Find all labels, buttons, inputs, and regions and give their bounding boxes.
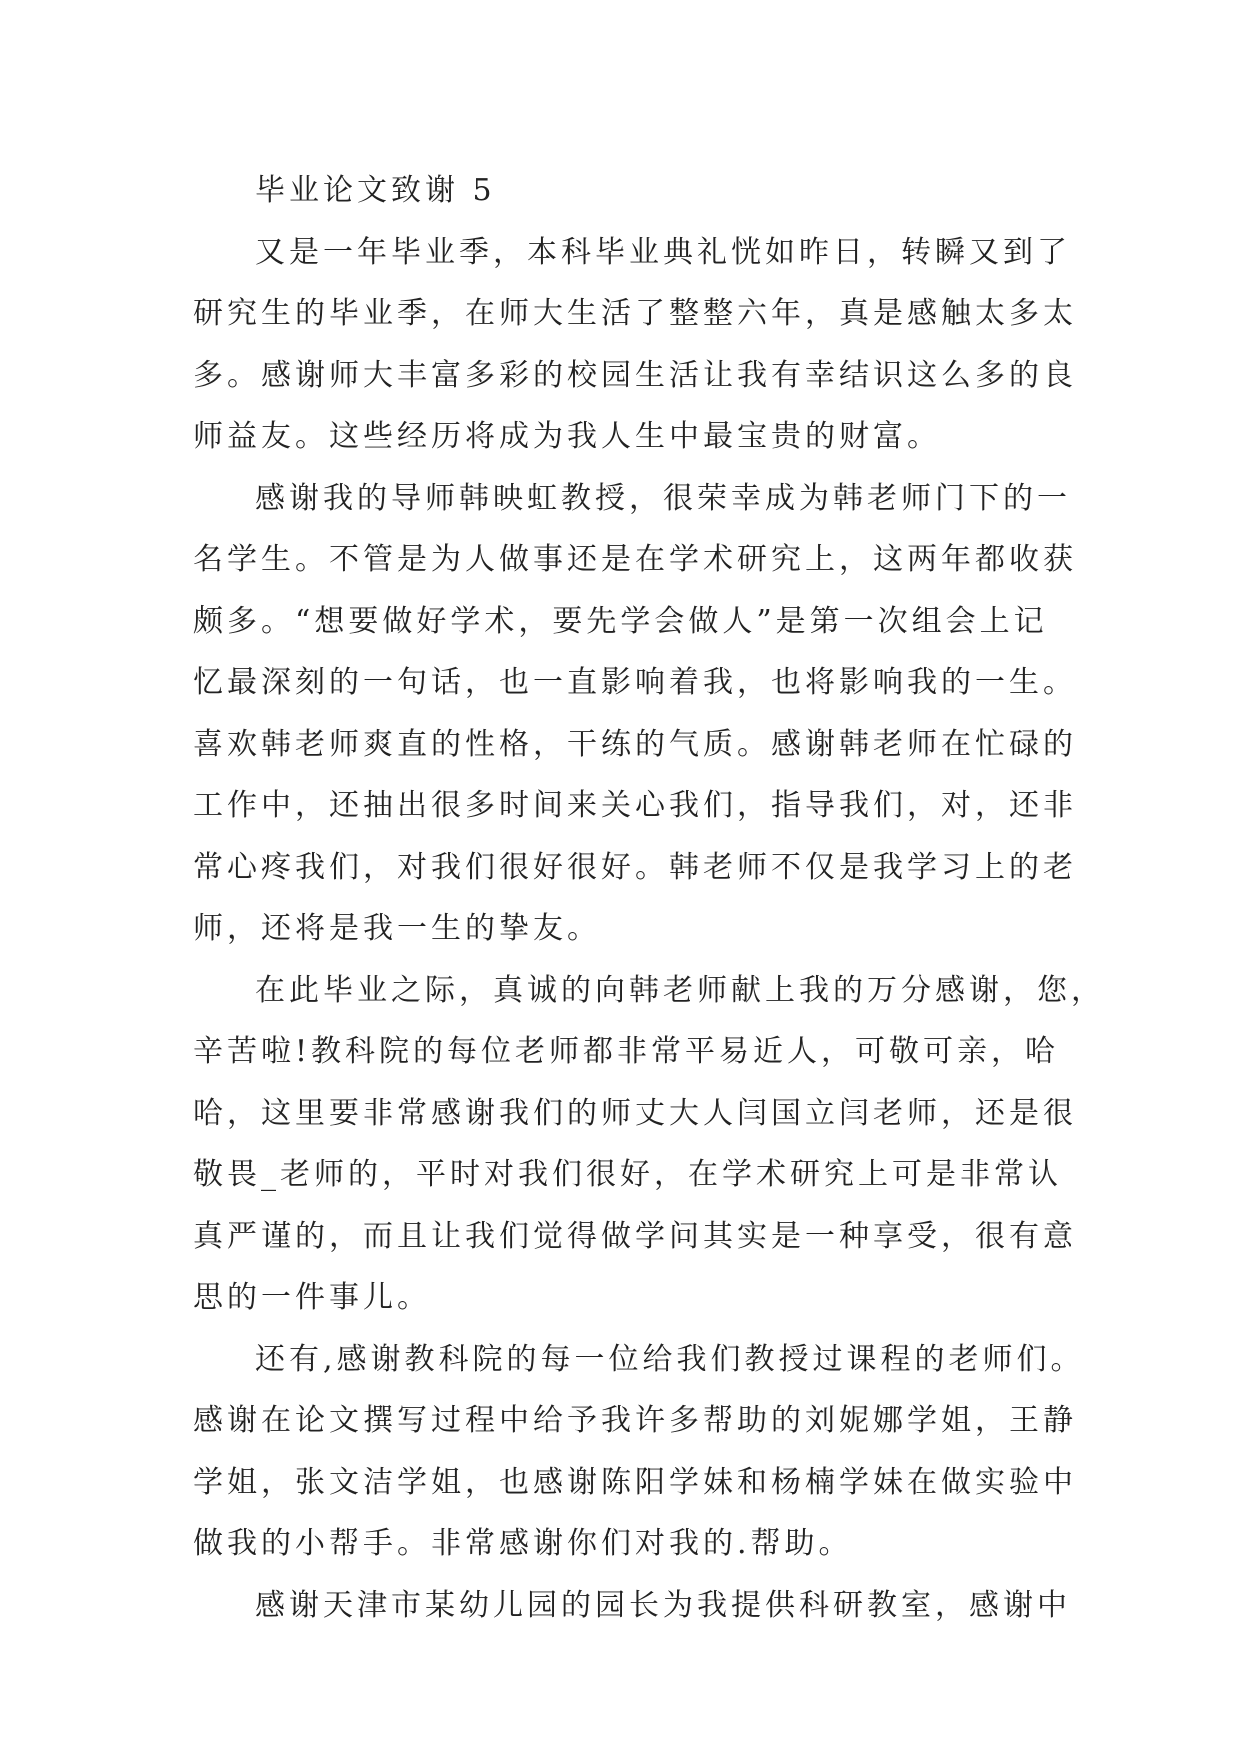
text-line: 感谢天津市某幼儿园的园长为我提供科研教室，感谢中 — [255, 1587, 1071, 1623]
text-line: 哈，这里要非常感谢我们的师丈大人闫国立闫老师，还是很 — [193, 1095, 1077, 1131]
text-line: 忆最深刻的一句话，也一直影响着我，也将影响我的一生。 — [193, 665, 1077, 700]
text-line: 师，还将是我一生的挚友。 — [193, 911, 601, 946]
text-line: 喜欢韩老师爽直的性格，干练的气质。感谢韩老师在忙碌的 — [193, 726, 1077, 762]
text-line: 常心疼我们，对我们很好很好。韩老师不仅是我学习上的老 — [193, 849, 1077, 885]
text-line: 敬畏_老师的，平时对我们很好，在学术研究上可是非常认 — [193, 1157, 1062, 1192]
text-line: 还有,感谢教科院的每一位给我们教授过课程的老师们。 — [255, 1341, 1085, 1377]
document-body — [193, 160, 1105, 1636]
document-title: 毕业论文致谢 5 — [255, 173, 496, 208]
text-line: 学姐，张文洁学姐，也感谢陈阳学妹和杨楠学妹在做实验中 — [193, 1464, 1077, 1500]
text-line: 名学生。不管是为人做事还是在学术研究上，这两年都收获 — [193, 542, 1077, 577]
text-line: 做我的小帮手。非常感谢你们对我的.帮助。 — [193, 1526, 853, 1561]
text-line: 思的一件事儿。 — [193, 1280, 431, 1315]
text-line: 多。感谢师大丰富多彩的校园生活让我有幸结识这么多的良 — [193, 357, 1077, 393]
text-line: 在此毕业之际，真诚的向韩老师献上我的万分感谢，您， — [255, 972, 1105, 1008]
text-line: 感谢在论文撰写过程中给予我许多帮助的刘妮娜学姐，王静 — [193, 1403, 1077, 1438]
text-line: 辛苦啦!教科院的每位老师都非常平易近人，可敬可亲，哈 — [193, 1034, 1060, 1069]
text-line: 真严谨的，而且让我们觉得做学问其实是一种享受，很有意 — [193, 1218, 1077, 1254]
text-line: 感谢我的导师韩映虹教授，很荣幸成为韩老师门下的一 — [255, 480, 1071, 516]
text-line: 师益友。这些经历将成为我人生中最宝贵的财富。 — [193, 419, 941, 454]
text-line: 研究生的毕业季，在师大生活了整整六年，真是感触太多太 — [193, 296, 1077, 331]
text-line: 颇多。“想要做好学术，要先学会做人”是第一次组会上记 — [193, 603, 1048, 639]
text-line: 又是一年毕业季，本科毕业典礼恍如昨日，转瞬又到了 — [255, 234, 1071, 270]
text-line: 工作中，还抽出很多时间来关心我们，指导我们，对，还非 — [193, 788, 1077, 823]
